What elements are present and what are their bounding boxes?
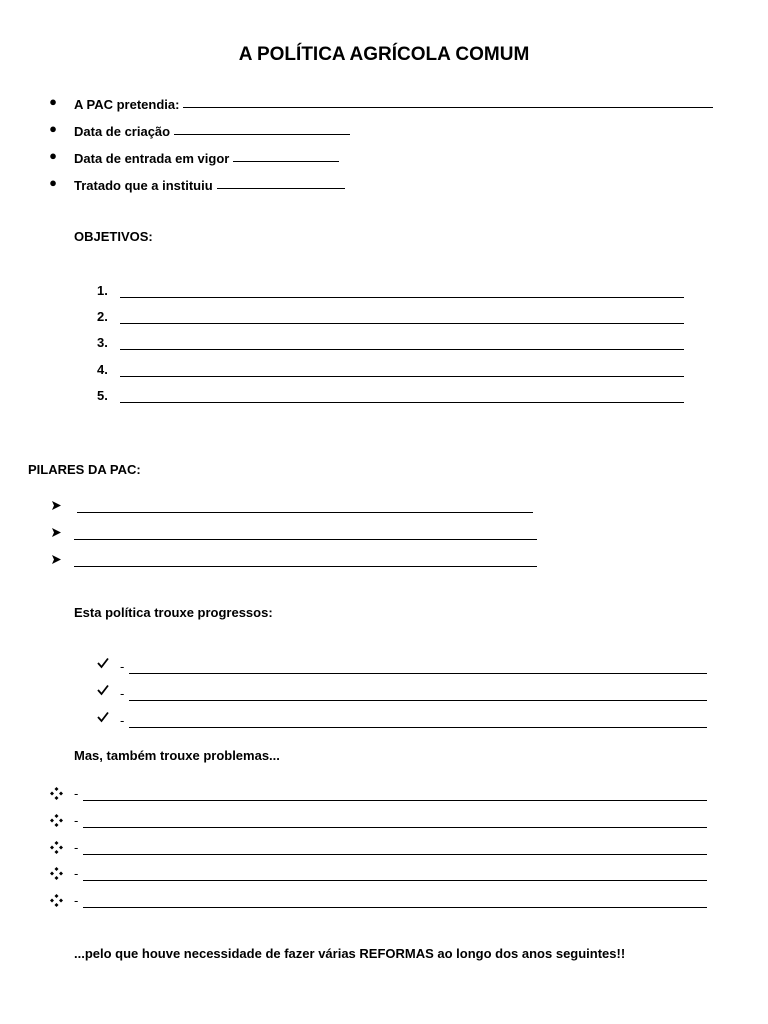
checkmark-icon (97, 684, 109, 696)
bullet-dot-icon: ● (49, 94, 57, 109)
problema-answer-line[interactable] (83, 907, 707, 908)
objetivo-number: 5. (97, 388, 108, 403)
answer-blank[interactable] (183, 107, 713, 108)
pilar-answer-line[interactable] (74, 566, 537, 567)
checkmark-icon (97, 657, 109, 669)
pilar-answer-line[interactable] (77, 512, 533, 513)
objetivo-answer-line[interactable] (120, 297, 684, 298)
page-title: A POLÍTICA AGRÍCOLA COMUM (238, 44, 530, 65)
closing-statement: ...pelo que houve necessidade de fazer várias REFORMAS ao longo dos anos seguintes!! (74, 946, 626, 961)
info-label: Data de criação (74, 124, 171, 139)
objetivo-answer-line[interactable] (120, 323, 684, 324)
diamond-bullet-icon (50, 814, 63, 827)
problema-answer-line[interactable] (83, 854, 707, 855)
diamond-bullet-icon (50, 787, 63, 800)
checkmark-icon (97, 711, 109, 723)
answer-blank[interactable] (217, 188, 345, 189)
answer-blank[interactable] (233, 161, 339, 162)
diamond-bullet-icon (50, 867, 63, 880)
problema-answer-line[interactable] (83, 880, 707, 881)
bullet-dot-icon: ● (49, 175, 57, 190)
bullet-dot-icon: ● (49, 121, 57, 136)
progresso-answer-line[interactable] (129, 700, 707, 701)
info-label: A PAC pretendia: (74, 97, 180, 112)
info-item-creation-date (74, 119, 350, 139)
item-dash: - (74, 866, 79, 881)
diamond-bullet-icon (50, 894, 63, 907)
objetivo-number: 4. (97, 362, 108, 377)
objetivo-number: 1. (97, 283, 108, 298)
objetivo-answer-line[interactable] (120, 376, 684, 377)
item-dash: - (120, 659, 125, 674)
info-label: Tratado que a instituiu (74, 178, 213, 193)
arrowhead-icon (51, 500, 62, 511)
info-item-purpose (74, 92, 713, 112)
info-item-treaty (74, 173, 345, 193)
answer-blank[interactable] (174, 134, 350, 135)
problemas-heading: Mas, também trouxe problemas... (74, 748, 280, 763)
objetivo-number: 3. (97, 335, 108, 350)
pilar-answer-line[interactable] (74, 539, 537, 540)
item-dash: - (74, 893, 79, 908)
objetivos-heading: OBJETIVOS: (74, 229, 153, 244)
objetivo-answer-line[interactable] (120, 349, 684, 350)
item-dash: - (74, 813, 79, 828)
diamond-bullet-icon (50, 841, 63, 854)
item-dash: - (120, 713, 125, 728)
progresso-answer-line[interactable] (129, 673, 707, 674)
item-dash: - (74, 786, 79, 801)
progresso-answer-line[interactable] (129, 727, 707, 728)
item-dash: - (74, 840, 79, 855)
bullet-dot-icon: ● (49, 148, 57, 163)
arrowhead-icon (51, 527, 62, 538)
progressos-heading: Esta política trouxe progressos: (74, 605, 273, 620)
info-item-effective-date (74, 146, 339, 166)
pilares-heading: PILARES DA PAC: (28, 462, 141, 477)
objetivo-answer-line[interactable] (120, 402, 684, 403)
item-dash: - (120, 686, 125, 701)
problema-answer-line[interactable] (83, 800, 707, 801)
info-label: Data de entrada em vigor (74, 151, 230, 166)
arrowhead-icon (51, 554, 62, 565)
problema-answer-line[interactable] (83, 827, 707, 828)
objetivo-number: 2. (97, 309, 108, 324)
